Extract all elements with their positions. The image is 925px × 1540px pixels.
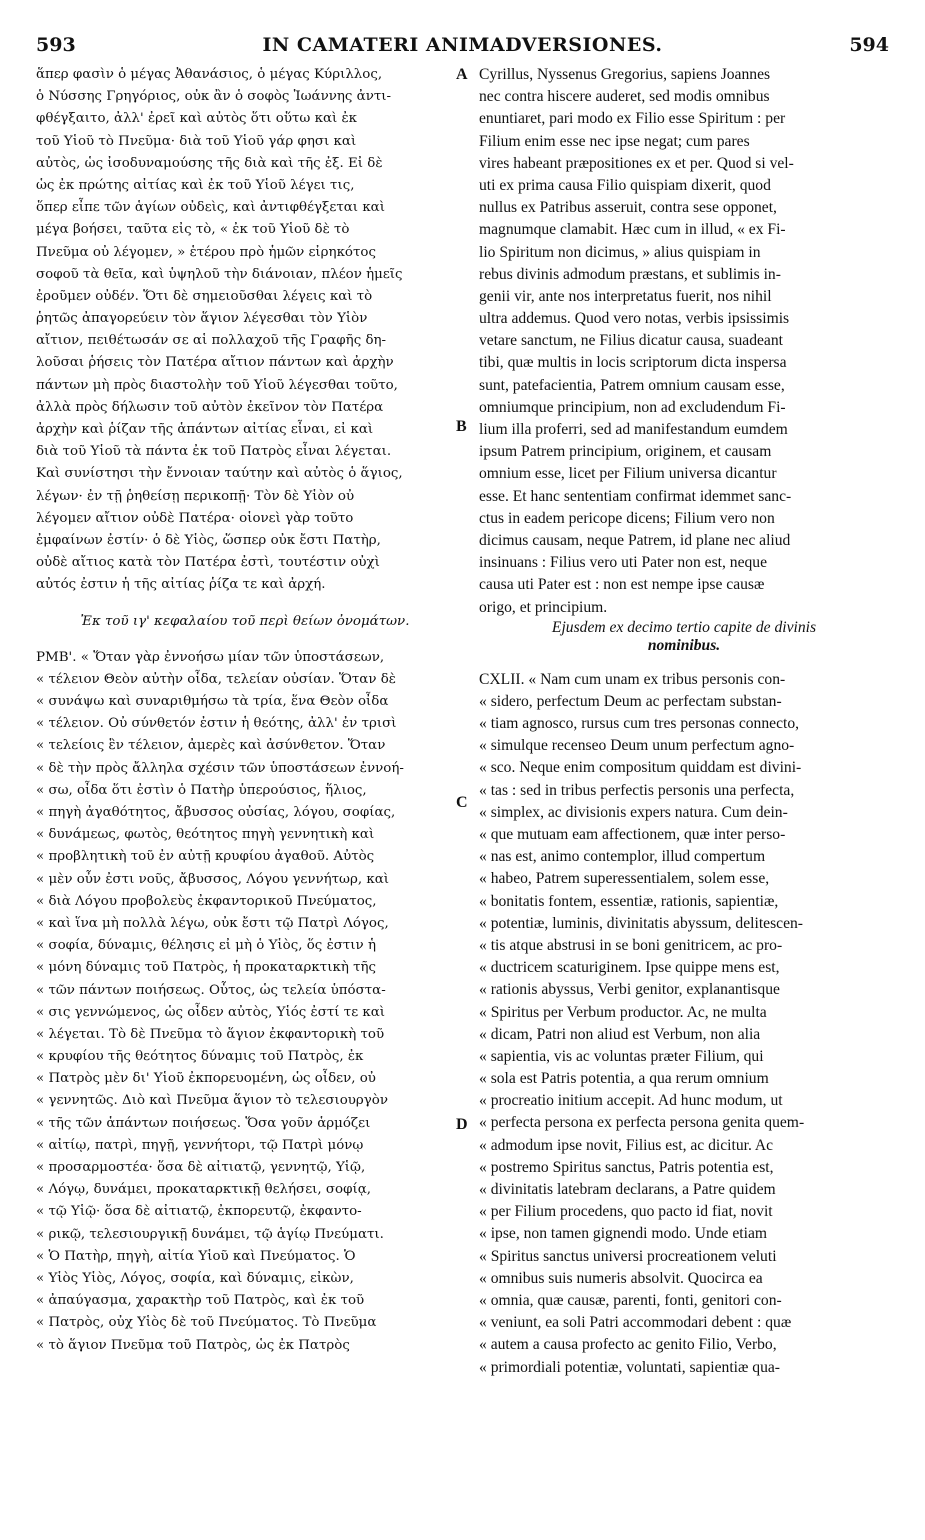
greek-line: « τὸ ἅγιον Πνεῦμα τοῦ Πατρὸς, ὡς ἐκ Πατρὸς — [36, 1337, 350, 1353]
greek-line: « Υἱὸς Υἱὸς, Λόγος, σοφία, καὶ δύναμις, εἰκὼν, — [36, 1270, 354, 1286]
latin-line: lium illa proferri, sed ad manifestandum eumdem — [479, 421, 788, 438]
margin-marker-b: B — [456, 418, 467, 435]
greek-line: ἐμφαίνων ἐστίν· ὁ δὲ Υἱὸς, ὥσπερ οὐκ ἔστι Πατὴρ, — [36, 532, 381, 548]
greek-line: οὐδὲ αἴτιος κατὰ τὸν Πατέρα ἐστὶ, τουτέστιν οὐχὶ — [36, 555, 380, 571]
greek-line: ὁ Νύσσης Γρηγόριος, οὐκ ἂν ὁ σοφὸς Ἰωάννης ἀντι- — [36, 89, 392, 105]
greek-line: διὰ τοῦ Υἱοῦ τὰ πάντα ἐκ τοῦ Πατρὸς εἶναι λέγεται. — [36, 444, 392, 460]
latin-line: « dicam, Patri non aliud est Verbum, non alia — [479, 1025, 761, 1043]
latin-line: « omnibus suis numeris absolvit. Quocirca ea — [479, 1269, 763, 1287]
greek-line: ΡΜΒ'. « Ὅταν γὰρ ἐννοήσω μίαν τῶν ὑποστάσεων, — [36, 649, 385, 665]
greek-line: « δὲ τὴν πρὸς ἄλληλα σχέσιν τῶν ὑποστάσεων ἐννοή- — [36, 760, 404, 776]
greek-line: ἀλλὰ πρὸς δήλωσιν τοῦ αὐτὸν ἐκεῖνον τὸν Πατέρα — [36, 399, 384, 415]
greek-line: « σω, οἶδα ὅτι ἐστὶν ὁ Πατὴρ ὑπερούσιος, ἥλιος, — [36, 782, 367, 798]
latin-line: Filium enim esse nec ipse negat; cum pares — [479, 132, 750, 150]
greek-line: « τῆς τῶν ἁπάντων ποιήσεως. Ὅσα γοῦν ἁρμόζει — [36, 1115, 371, 1131]
latin-line: « autem a causa profecto ac genito Filio, Verbo, — [479, 1336, 777, 1354]
greek-line: τοῦ Υἱοῦ τὸ Πνεῦμα· διὰ τοῦ Υἱοῦ γάρ φησι καὶ — [36, 133, 357, 149]
latin-line: omnium esse, licet per Filium universa dicantur — [479, 465, 777, 483]
greek-line: « διὰ Λόγου προβολεὺς ἐκφαντορικοῦ Πνεύματος, — [36, 893, 377, 909]
latin-line: « bonitatis fontem, essentiæ, rationis, sapientiæ, — [479, 892, 779, 910]
greek-line: « Λόγῳ, δυνάμει, προκαταρκτικῇ θελήσει, σοφίᾳ, — [36, 1182, 372, 1198]
latin-section-heading-cont: nominibus. — [647, 636, 721, 654]
margin-marker-d: D — [456, 1116, 468, 1133]
greek-block-2 — [36, 647, 454, 1357]
latin-line: « sidero, perfectum Deum ac perfectam substan- — [479, 692, 782, 710]
greek-line: ἀρχὴν καὶ ῥίζαν τῆς ἁπάντων αἰτίας εἶναι, εἰ καὶ — [36, 422, 374, 437]
latin-line: « tiam agnosco, rursus cum tres personas connecto, — [479, 715, 800, 733]
latin-line: lio Spiritum non dicimus, » alius quispiam in — [479, 243, 761, 261]
latin-line: magnumque clamabit. Hæc cum in illud, « ex Fi- — [479, 221, 786, 239]
latin-line: « perfecta persona ex perfecta persona genita quem- — [479, 1114, 805, 1132]
latin-line: « postremo Spiritus sanctus, Patris potentia est, — [479, 1158, 774, 1176]
running-header — [36, 34, 889, 60]
greek-line: πάντων μὴ πρὸς διαστολὴν τοῦ Υἱοῦ λέγεσθαι τοῦτο, — [36, 377, 398, 393]
greek-line: « κρυφίου τῆς θεότητος δύναμις τοῦ Πατρὸς, ἐκ — [36, 1049, 364, 1065]
greek-line: « τέλειον Θεὸν αὐτὴν οἶδα, τελείαν οὐσίαν. Ὅταν δὲ — [36, 671, 396, 687]
latin-line: uti ex prima causa Filio quispiam dixerit, quod — [479, 176, 771, 194]
greek-line: « τῶν πάντων ποιήσεως. Οὗτος, ὡς τελεία ὑπόστα- — [36, 982, 386, 998]
latin-line: « Spiritus per Verbum productor. Ac, ne multa — [479, 1003, 767, 1021]
latin-line: « simulque recenseo Deum unum perfectum agno- — [479, 737, 795, 755]
latin-line: esse. Et hanc sententiam confirmat idemmet sanc- — [479, 487, 792, 505]
greek-line: « σοφία, δύναμις, θέλησις εἰ μὴ ὁ Υἱὸς, ὅς ἐστιν ἡ — [36, 938, 376, 954]
latin-line: « simplex, ac divisionis expers natura. Cum dein- — [479, 803, 788, 821]
greek-line: « Πατρὸς, οὐχ Υἱὸς δὲ τοῦ Πνεύματος. Τὸ Πνεῦμα — [36, 1315, 377, 1331]
latin-line: ultra addemus. Quod vero notas, verbis ipsissimis — [479, 310, 790, 328]
latin-line: insinuans : Filius vero uti Pater non est, neque — [479, 554, 768, 572]
latin-line: « omnia, quæ causæ, parenti, fonti, genitori con- — [479, 1291, 782, 1309]
greek-line: « αἰτίῳ, πατρὶ, πηγῇ, γεννήτορι, τῷ Πατρὶ μόνῳ — [36, 1137, 364, 1153]
latin-line: « veniunt, ea soli Patri accommodari debent : quæ — [479, 1314, 792, 1332]
greek-line: αἴτιον, πειθέτωσάν σε αἱ πολλαχοῦ τῆς Γραφῆς δη- — [36, 333, 387, 349]
latin-line: « ipse, non tamen gignendi modo. Unde etiam — [479, 1225, 767, 1243]
greek-line: « πηγὴ ἀγαθότητος, ἄβυσσος οὐσίας, λόγου, σοφίας, — [36, 805, 396, 820]
latin-line: « que mutuam eam affectionem, quæ inter perso- — [479, 826, 786, 843]
latin-line: ipsum Patrem principium, originem, et causam — [479, 443, 772, 461]
greek-line: « δυνάμεως, φωτὸς, θεότητος πηγὴ γεννητικὴ καὶ — [36, 827, 375, 843]
latin-line: rebus divinis admodum præstans, et sublimis in- — [479, 265, 781, 283]
latin-line: « sola est Patris potentia, a qua rerum omnium — [479, 1070, 769, 1088]
latin-line: « rationis abyssus, Verbi genitor, explanantisque — [479, 981, 780, 999]
page-number-left: 593 — [36, 34, 76, 56]
greek-line: « τελείοις ἓν τέλειον, ἀμερὲς καὶ ἀσύνθετον. Ὅταν — [36, 738, 386, 754]
latin-line: vetare sanctum, ne Filius dicatur causa, suadeant — [479, 332, 783, 350]
greek-line: « ἀπαύγασμα, χαρακτὴρ τοῦ Πατρὸς, καὶ ἐκ τοῦ — [36, 1293, 365, 1309]
latin-line: « sco. Neque enim compositum quiddam est divini- — [479, 759, 802, 777]
latin-block-2 — [479, 669, 889, 1379]
greek-line: αὐτός ἐστιν ἡ τῆς αἰτίας ῥίζα τε καὶ ἀρχή. — [36, 577, 326, 593]
greek-line: « ρικῷ, τελεσιουργικῇ δυνάμει, τῷ ἁγίῳ Πνεύματι. — [36, 1226, 384, 1242]
latin-line: « tis atque abstrusi in se boni genitricem, ac pro- — [479, 936, 783, 954]
greek-block-1 — [36, 64, 454, 597]
greek-line: ἅπερ φασὶν ὁ μέγας Ἀθανάσιος, ὁ μέγας Κύριλλος, — [36, 67, 383, 82]
greek-line: « συνάψω καὶ συναριθμήσω τὰ τρία, ἕνα Θεὸν οἶδα — [36, 694, 389, 710]
latin-line: « admodum ipse novit, Filius est, ac dicitur. Ac — [479, 1136, 774, 1154]
running-title: IN CAMATERI ANIMADVERSIONES. — [262, 34, 663, 56]
margin-marker-c: C — [456, 794, 468, 811]
latin-block-1 — [479, 64, 889, 619]
greek-line: ὡς ἐκ πρώτης αἰτίας καὶ ἐκ τοῦ Υἱοῦ λέγει τις, — [36, 177, 355, 193]
greek-line: « προβλητικὴ τοῦ ἐν αὐτῇ κρυφίου ἀγαθοῦ. Αὐτὸς — [36, 849, 375, 865]
greek-line: « τέλειον. Οὐ σύνθετόν ἐστιν ἡ θεότης, ἀλλ' ἐν τρισὶ — [36, 716, 397, 732]
greek-line: ὅπερ εἶπε τῶν ἁγίων οὐδεὶς, καὶ ἀντιφθέγξεται καὶ — [36, 200, 385, 216]
latin-line: « divinitatis latebram declarans, a Patre quidem — [479, 1181, 776, 1198]
greek-line: ῥητῶς ἀπαγορεύειν τὸν ἅγιον λέγεσθαι τὸν Υἱὸν — [36, 311, 368, 327]
greek-column — [36, 64, 454, 1357]
latin-line: nullus ex Patribus asseruit, contra sese opponet, — [479, 199, 777, 217]
greek-line: λέγομεν αἴτιον οὐδὲ Πατέρα· οἱονεὶ γὰρ τοῦτο — [36, 510, 354, 526]
page-number-right: 594 — [849, 34, 889, 56]
latin-line: « Spiritus sanctus universi procreationem veluti — [479, 1247, 777, 1265]
latin-line: « ductricem scaturiginem. Ipse quippe mens est, — [479, 959, 780, 977]
greek-line: « γεννητῶς. Διὸ καὶ Πνεῦμα ἅγιον τὸ τελεσιουργὸν — [36, 1093, 389, 1109]
latin-line: « sapientia, vis ac voluntas præter Filium, qui — [479, 1047, 764, 1065]
latin-column — [479, 64, 889, 1379]
latin-line: « primordiali potentiæ, voluntati, sapientiæ qua- — [479, 1358, 781, 1376]
greek-line: « Ὁ Πατὴρ, πηγὴ, αἰτία Υἱοῦ καὶ Πνεύματος. Ὁ — [36, 1248, 356, 1264]
greek-section-heading: Ἐκ τοῦ ιγ' κεφαλαίου τοῦ περὶ θείων ὀνομάτων. — [80, 613, 410, 629]
margin-marker-a: A — [456, 66, 468, 83]
latin-line: « procreatio initium accepit. Ad hunc modum, ut — [479, 1092, 783, 1110]
greek-line: « μόνη δύναμις τοῦ Πατρὸς, ἡ προκαταρκτικὴ τῆς — [36, 960, 377, 976]
greek-line: « μὲν οὖν ἐστι νοῦς, ἄβυσσος, Λόγου γεννήτωρ, καὶ — [36, 871, 390, 887]
latin-line: origo, et principium. — [479, 598, 608, 616]
latin-line: ctus in eadem pericope dicens; Filium vero non — [479, 509, 775, 527]
greek-line: « προσαρμοστέα· ὅσα δὲ αἰτιατῷ, γεννητῷ, Υἱῷ, — [36, 1160, 366, 1175]
greek-line: ἐροῦμεν οὐδέν. Ὅτι δὲ σημειοῦσθαι λέγεις καὶ τὸ — [36, 288, 373, 304]
latin-line: omniumque principium, non ad excludendum Fi- — [479, 398, 786, 416]
greek-line: μέγα βοήσει, ταῦτα εἰς τὸ, « ἐκ τοῦ Υἱοῦ δὲ τὸ — [36, 222, 350, 238]
latin-line: Cyrillus, Nyssenus Gregorius, sapiens Joannes — [479, 66, 771, 83]
greek-line: λοῦσαι ῥήσεις τὸν Πατέρα αἴτιον πάντων καὶ ἀρχὴν — [36, 355, 394, 371]
latin-line: « habeo, Patrem superessentialem, solem esse, — [479, 870, 770, 888]
greek-line: σοφοῦ τὰ θεῖα, καὶ ὑψηλοῦ τὴν διάνοιαν, πλέον ἡμεῖς — [36, 266, 403, 282]
latin-line: enuntiaret, pari modo ex Filio esse Spiritum : per — [479, 110, 786, 128]
greek-line: « τῷ Υἱῷ· ὅσα δὲ αἰτιατῷ, ἐκπορευτῷ, ἐκφαντο- — [36, 1204, 362, 1220]
latin-line: vires habeant præpositiones ex et per. Quod si vel- — [479, 154, 794, 172]
latin-line: « nas est, animo contemplor, illud compertum — [479, 848, 766, 866]
latin-line: genii vir, ante nos interpretatus fuerit, nos nihil — [479, 287, 772, 305]
latin-line: « potentiæ, luminis, divinitatis abyssum, delitescen- — [479, 914, 803, 932]
latin-line: causa uti Pater est : non est nempe ipse causæ — [479, 576, 765, 594]
greek-line: « καὶ ἵνα μὴ πολλὰ λέγω, οὐκ ἔστι τῷ Πατρὶ Λόγος, — [36, 915, 389, 931]
greek-line: φθέγξαιτο, ἀλλ' ἐρεῖ καὶ αὐτὸς ὅτι οὕτω καὶ ἐκ — [36, 111, 358, 127]
latin-line: « per Filium procedens, quo pacto id fiat, novit — [479, 1203, 773, 1221]
latin-line: tibi, quæ multis in locis scriptorum dicta inspersa — [479, 354, 787, 372]
greek-line: λέγων· ἐν τῇ ῥηθείσῃ περικοπῇ· Τὸν δὲ Υἱὸν οὐ — [36, 488, 355, 504]
latin-line: dicimus causam, neque Patrem, id plane nec aliud — [479, 531, 791, 549]
greek-line: « λέγεται. Τὸ δὲ Πνεῦμα τὸ ἅγιον ἐκφαντορικὴ τοῦ — [36, 1026, 385, 1042]
latin-line: sunt, patefacientia, Patrem omnium causam esse, — [479, 376, 785, 394]
greek-line: « Πατρὸς μὲν δι' Υἱοῦ ἐκπορευομένη, ὡς οἶδεν, οὐ — [36, 1071, 376, 1087]
greek-line: αὐτὸς, ὡς ἰσοδυναμούσης τῆς διὰ καὶ τῆς ἐξ. Εἰ δὲ — [36, 155, 383, 171]
greek-line: « σις γεννώμενος, ὡς οἶδεν αὐτὸς, Υἱός ἐστί τε καὶ — [36, 1004, 386, 1020]
greek-line: Καὶ συνίστησι τὴν ἔννοιαν ταύτην καὶ αὐτὸς ὁ ἅγιος, — [36, 466, 403, 482]
latin-line: « tas : sed in tribus perfectis personis una perfecta, — [479, 781, 795, 799]
greek-line: Πνεῦμα οὐ λέγομεν, » ἑτέρου πρὸ ἡμῶν εἰρηκότος — [36, 244, 376, 260]
latin-line: CXLII. « Nam cum unam ex tribus personis con- — [479, 670, 786, 688]
latin-section-heading: Ejusdem ex decimo tertio capite de divinis — [551, 618, 817, 636]
latin-line: nec contra hiscere auderet, sed modis omnibus — [479, 88, 770, 106]
